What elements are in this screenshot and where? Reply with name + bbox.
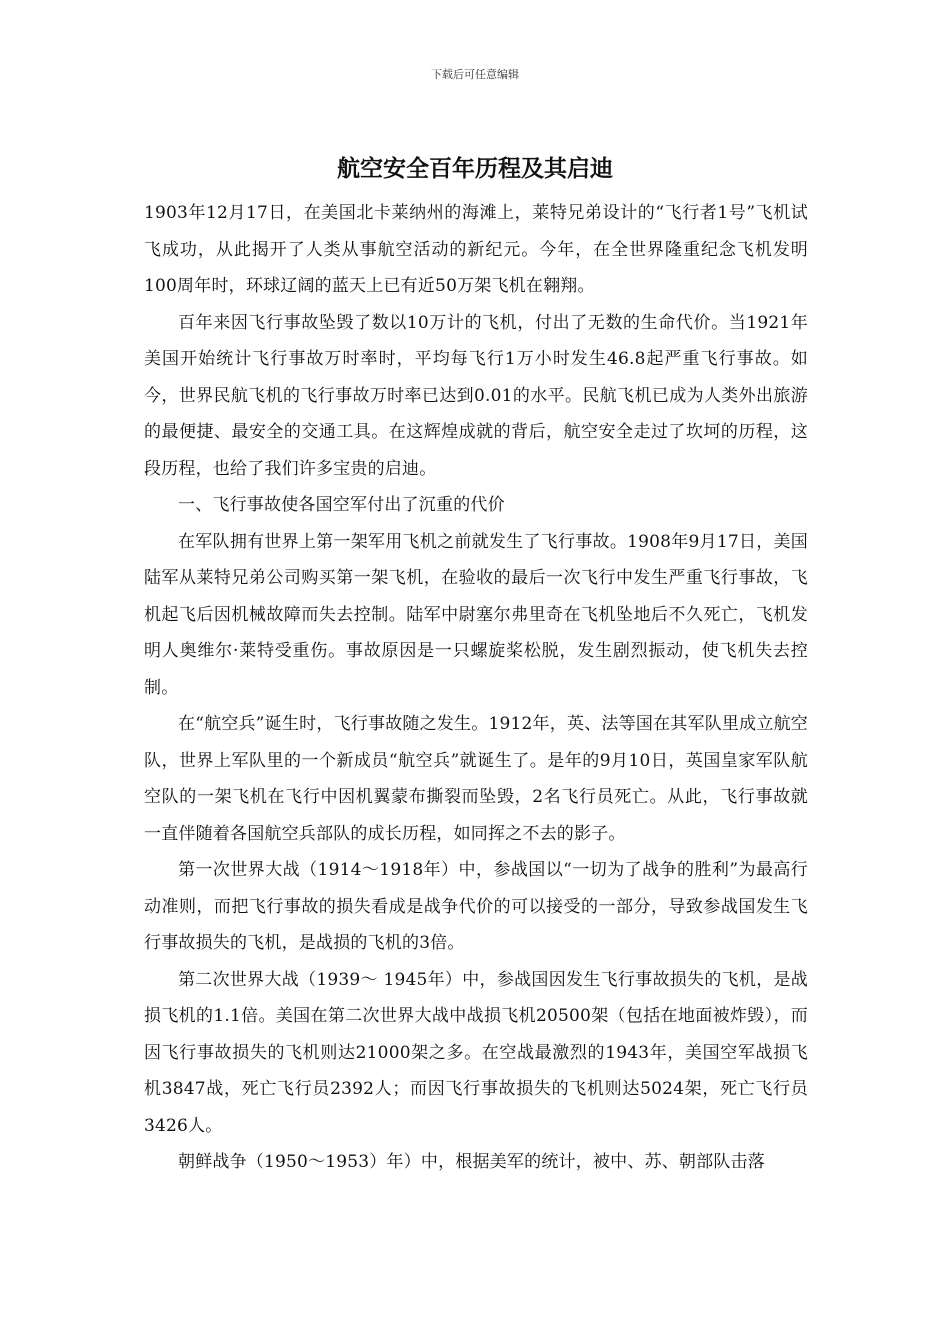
paragraph: 朝鲜战争（1950～1953）年）中，根据美军的统计，被中、苏、朝部队击落	[178, 1152, 765, 1172]
paragraph-intro: 1903年12月17日，在美国北卡莱纳州的海滩上，莱特兄弟设计的“飞行者1号”飞机试飞成功，从此揭开了人类从事航空活动的新纪元。今年，在全世界隆重纪念飞机发明100周年时，环球辽阔的蓝天上已有近50万架飞机在翱翔。	[144, 203, 808, 296]
paragraph: 百年来因飞行事故坠毁了数以10万计的飞机，付出了无数的生命代价。当1921年美国开始统计飞行事故万时率时，平均每飞行1万小时发生46.8起严重飞行事故。如今，世界民航飞机的飞行事故万时率已达到0.01的水平。民航飞机已成为人类外出旅游的最便捷、最安全的交通工具。在这辉煌成就的背后，航空安全走过了坎坷的历程，这段历程，也给了我们许多宝贵的启迪。	[144, 312, 808, 479]
header-note: 下载后可任意编辑	[431, 68, 519, 81]
section-heading: 一、飞行事故使各国空军付出了沉重的代价	[178, 495, 505, 515]
document-title: 航空安全百年历程及其启迪	[337, 156, 613, 182]
paragraph: 在“航空兵”诞生时，飞行事故随之发生。1912年，英、法等国在其军队里成立航空队，世界上军队里的一个新成员“航空兵”就诞生了。是年的9月10日，英国皇家军队航空队的一架飞机在飞行中因机翼蒙布撕裂而坠毁，2名飞行员死亡。从此，飞行事故就一直伴随着各国航空兵部队的成长历程，如同挥之不去的影子。	[144, 714, 808, 844]
document-body	[144, 195, 808, 1181]
paragraph: 在军队拥有世界上第一架军用飞机之前就发生了飞行事故。1908年9月17日，美国陆军从莱特兄弟公司购买第一架飞机，在验收的最后一次飞行中发生严重飞行事故，飞机起飞后因机械故障而失去控制。陆军中尉塞尔弗里奇在飞机坠地后不久死亡，飞机发明人奥维尔·莱特受重伤。事故原因是一只螺旋桨松脱，发生剧烈振动，使飞机失去控制。	[144, 531, 808, 698]
paragraph: 第二次世界大战（1939～ 1945年）中，参战国因发生飞行事故损失的飞机，是战损飞机的1.1倍。美国在第二次世界大战中战损飞机20500架（包括在地面被炸毁），而因飞行事故损失的飞机则达21000架之多。在空战最激烈的1943年，美国空军战损飞机3847战，死亡飞行员2392人；而因飞行事故损失的飞机则达5024架，死亡飞行员3426人。	[144, 969, 808, 1136]
paragraph: 第一次世界大战（1914～1918年）中，参战国以“一切为了战争的胜利”为最高行动准则，而把飞行事故的损失看成是战争代价的可以接受的一部分，导致参战国发生飞行事故损失的飞机，是战损的飞机的3倍。	[144, 860, 808, 953]
